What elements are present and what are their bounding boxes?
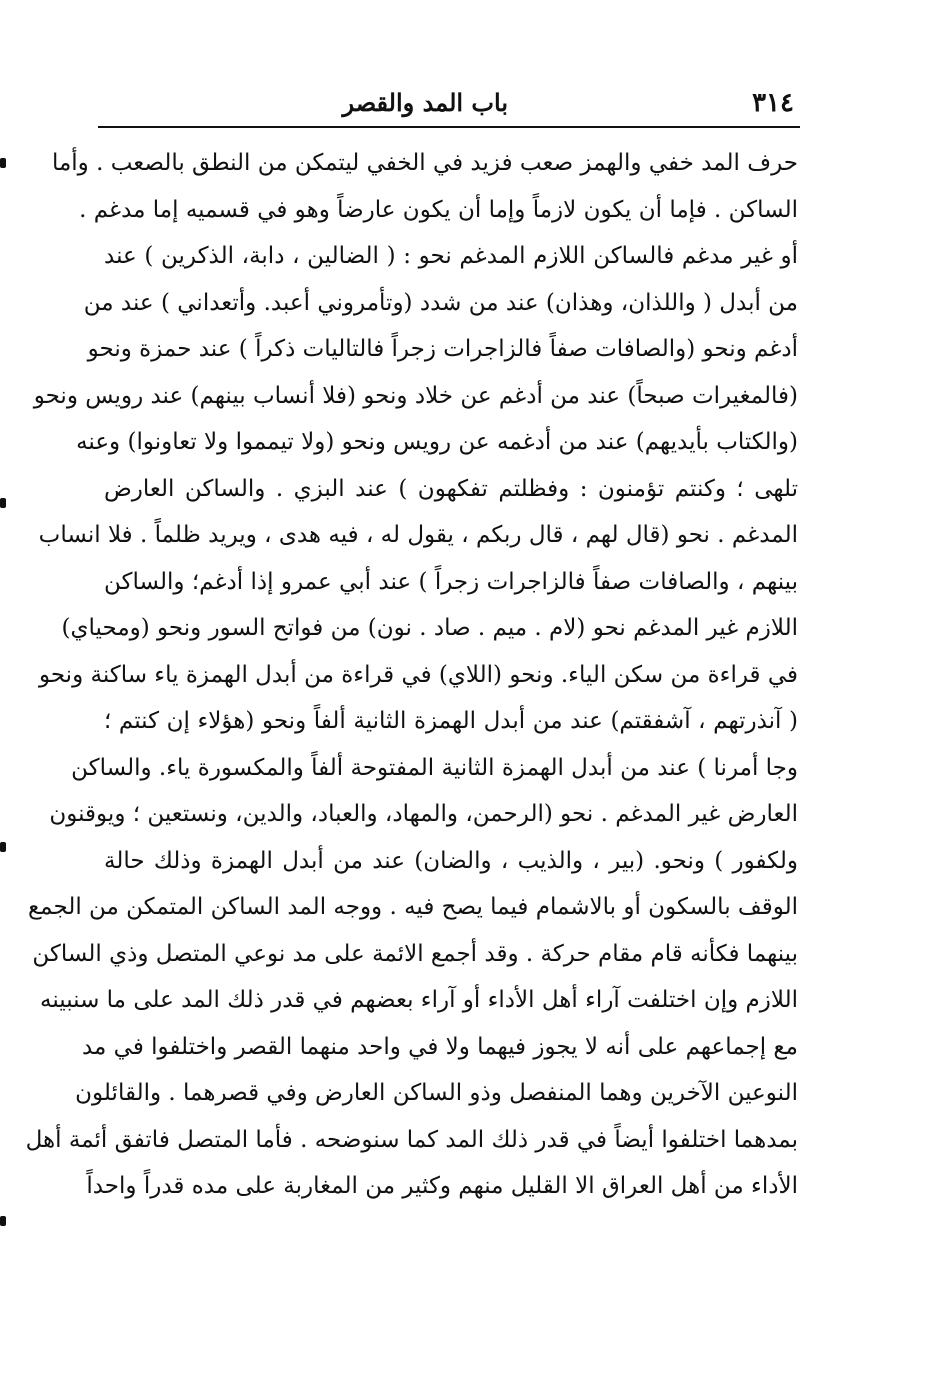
text-line: بينهما فكأنه قام مقام حركة . وقد أجمع الائمة على مد نوعي المتصل وذي الساكن: [32, 940, 798, 967]
text-line: وجا أمرنا ) عند من أبدل الهمزة الثانية المفتوحة ألفاً والمكسورة ياء. والساكن: [71, 754, 798, 781]
page-number: ٣١٤: [752, 88, 794, 118]
text-line: اللازم وإن اختلفت آراء أهل الأداء أو آراء بعضهم في قدر ذلك المد على ما سنبينه: [40, 987, 798, 1013]
text-line: من أبدل ( واللذان، وهذان) عند من شدد (وتأمروني أعبد. وأتعداني ) عند من: [83, 289, 798, 316]
body-text: [25, 140, 798, 1210]
text-line: بينهم ، والصافات صفاً فالزاجرات زجراً ) عند أبي عمرو إذا أدغم؛ والساكن: [104, 568, 798, 595]
binding-mark: [0, 158, 6, 168]
text-line: مع إجماعهم على أنه لا يجوز فيهما ولا في واحد منهما القصر واختلفوا في مد: [81, 1033, 798, 1060]
text-line: حرف المد خفي والهمز صعب فزيد في الخفي ليتمكن من النطق بالصعب . وأما: [51, 150, 798, 176]
binding-mark: [0, 842, 6, 852]
text-line: (فالمغيرات صبحاً) عند من أدغم عن خلاد ونحو (فلا أنساب بينهم) عند رويس ونحو: [33, 382, 798, 409]
text-line: النوعين الآخرين وهما المنفصل وذو الساكن العارض وفي قصرهما . والقائلون: [75, 1080, 798, 1106]
text-line: تلهى ؛ وكنتم تؤمنون : وفظلتم تفكهون ) عند البزي . والساكن العارض: [104, 475, 798, 502]
text-line: اللازم غير المدغم نحو (لام . ميم . صاد . نون) من فواتح السور ونحو (ومحياي): [61, 615, 798, 641]
text-line: المدغم . نحو (قال لهم ، قال ربكم ، يقول له ، فيه هدى ، ويريد ظلماً . فلا انساب: [38, 522, 798, 548]
text-line: الأداء من أهل العراق الا القليل منهم وكثير من المغاربة على مده قدراً واحداً: [86, 1173, 798, 1199]
header-rule: [98, 126, 800, 128]
text-line: الوقف بالسكون أو بالاشمام فيما يصح فيه . ووجه المد الساكن المتمكن من الجمع: [27, 894, 798, 920]
text-line: ولكفور ) ونحو. (بير ، والذيب ، والضان) عند من أبدل الهمزة وذلك حالة: [104, 847, 798, 874]
binding-mark: [0, 498, 6, 508]
text-line: العارض غير المدغم . نحو (الرحمن، والمهاد، والعباد، والدين، ونستعين ؛ ويوقنون: [49, 801, 798, 827]
chapter-title: باب المد والقصر: [342, 88, 508, 117]
text-line: الساكن . فإما أن يكون لازماً وإما أن يكون عارضاً وهو في قسميه إما مدغم .: [79, 196, 798, 223]
text-line: في قراءة من سكن الياء. ونحو (اللاي) في قراءة من أبدل الهمزة ياء ساكنة ونحو: [38, 661, 798, 688]
text-line: أو غير مدغم فالساكن اللازم المدغم نحو : ( الضالين ، دابة، الذكرين ) عند: [104, 243, 798, 269]
text-line: أدغم ونحو (والصافات صفاً فالزاجرات زجراً فالتاليات ذكراً ) عند حمزة ونحو: [87, 336, 798, 362]
binding-mark: [0, 1216, 6, 1226]
text-line: (والكتاب بأيديهم) عند من أدغمه عن رويس ونحو (ولا تيمموا ولا تعاونوا) وعنه: [76, 429, 798, 455]
text-line: بمدهما اختلفوا أيضاً في قدر ذلك المد كما سنوضحه . فأما المتصل فاتفق أئمة أهل: [25, 1126, 798, 1153]
text-line: ( آنذرتهم ، آشفقتم) عند من أبدل الهمزة الثانية ألفاً ونحو (هؤلاء إن كنتم ؛: [104, 708, 798, 734]
page-header: [100, 84, 798, 124]
